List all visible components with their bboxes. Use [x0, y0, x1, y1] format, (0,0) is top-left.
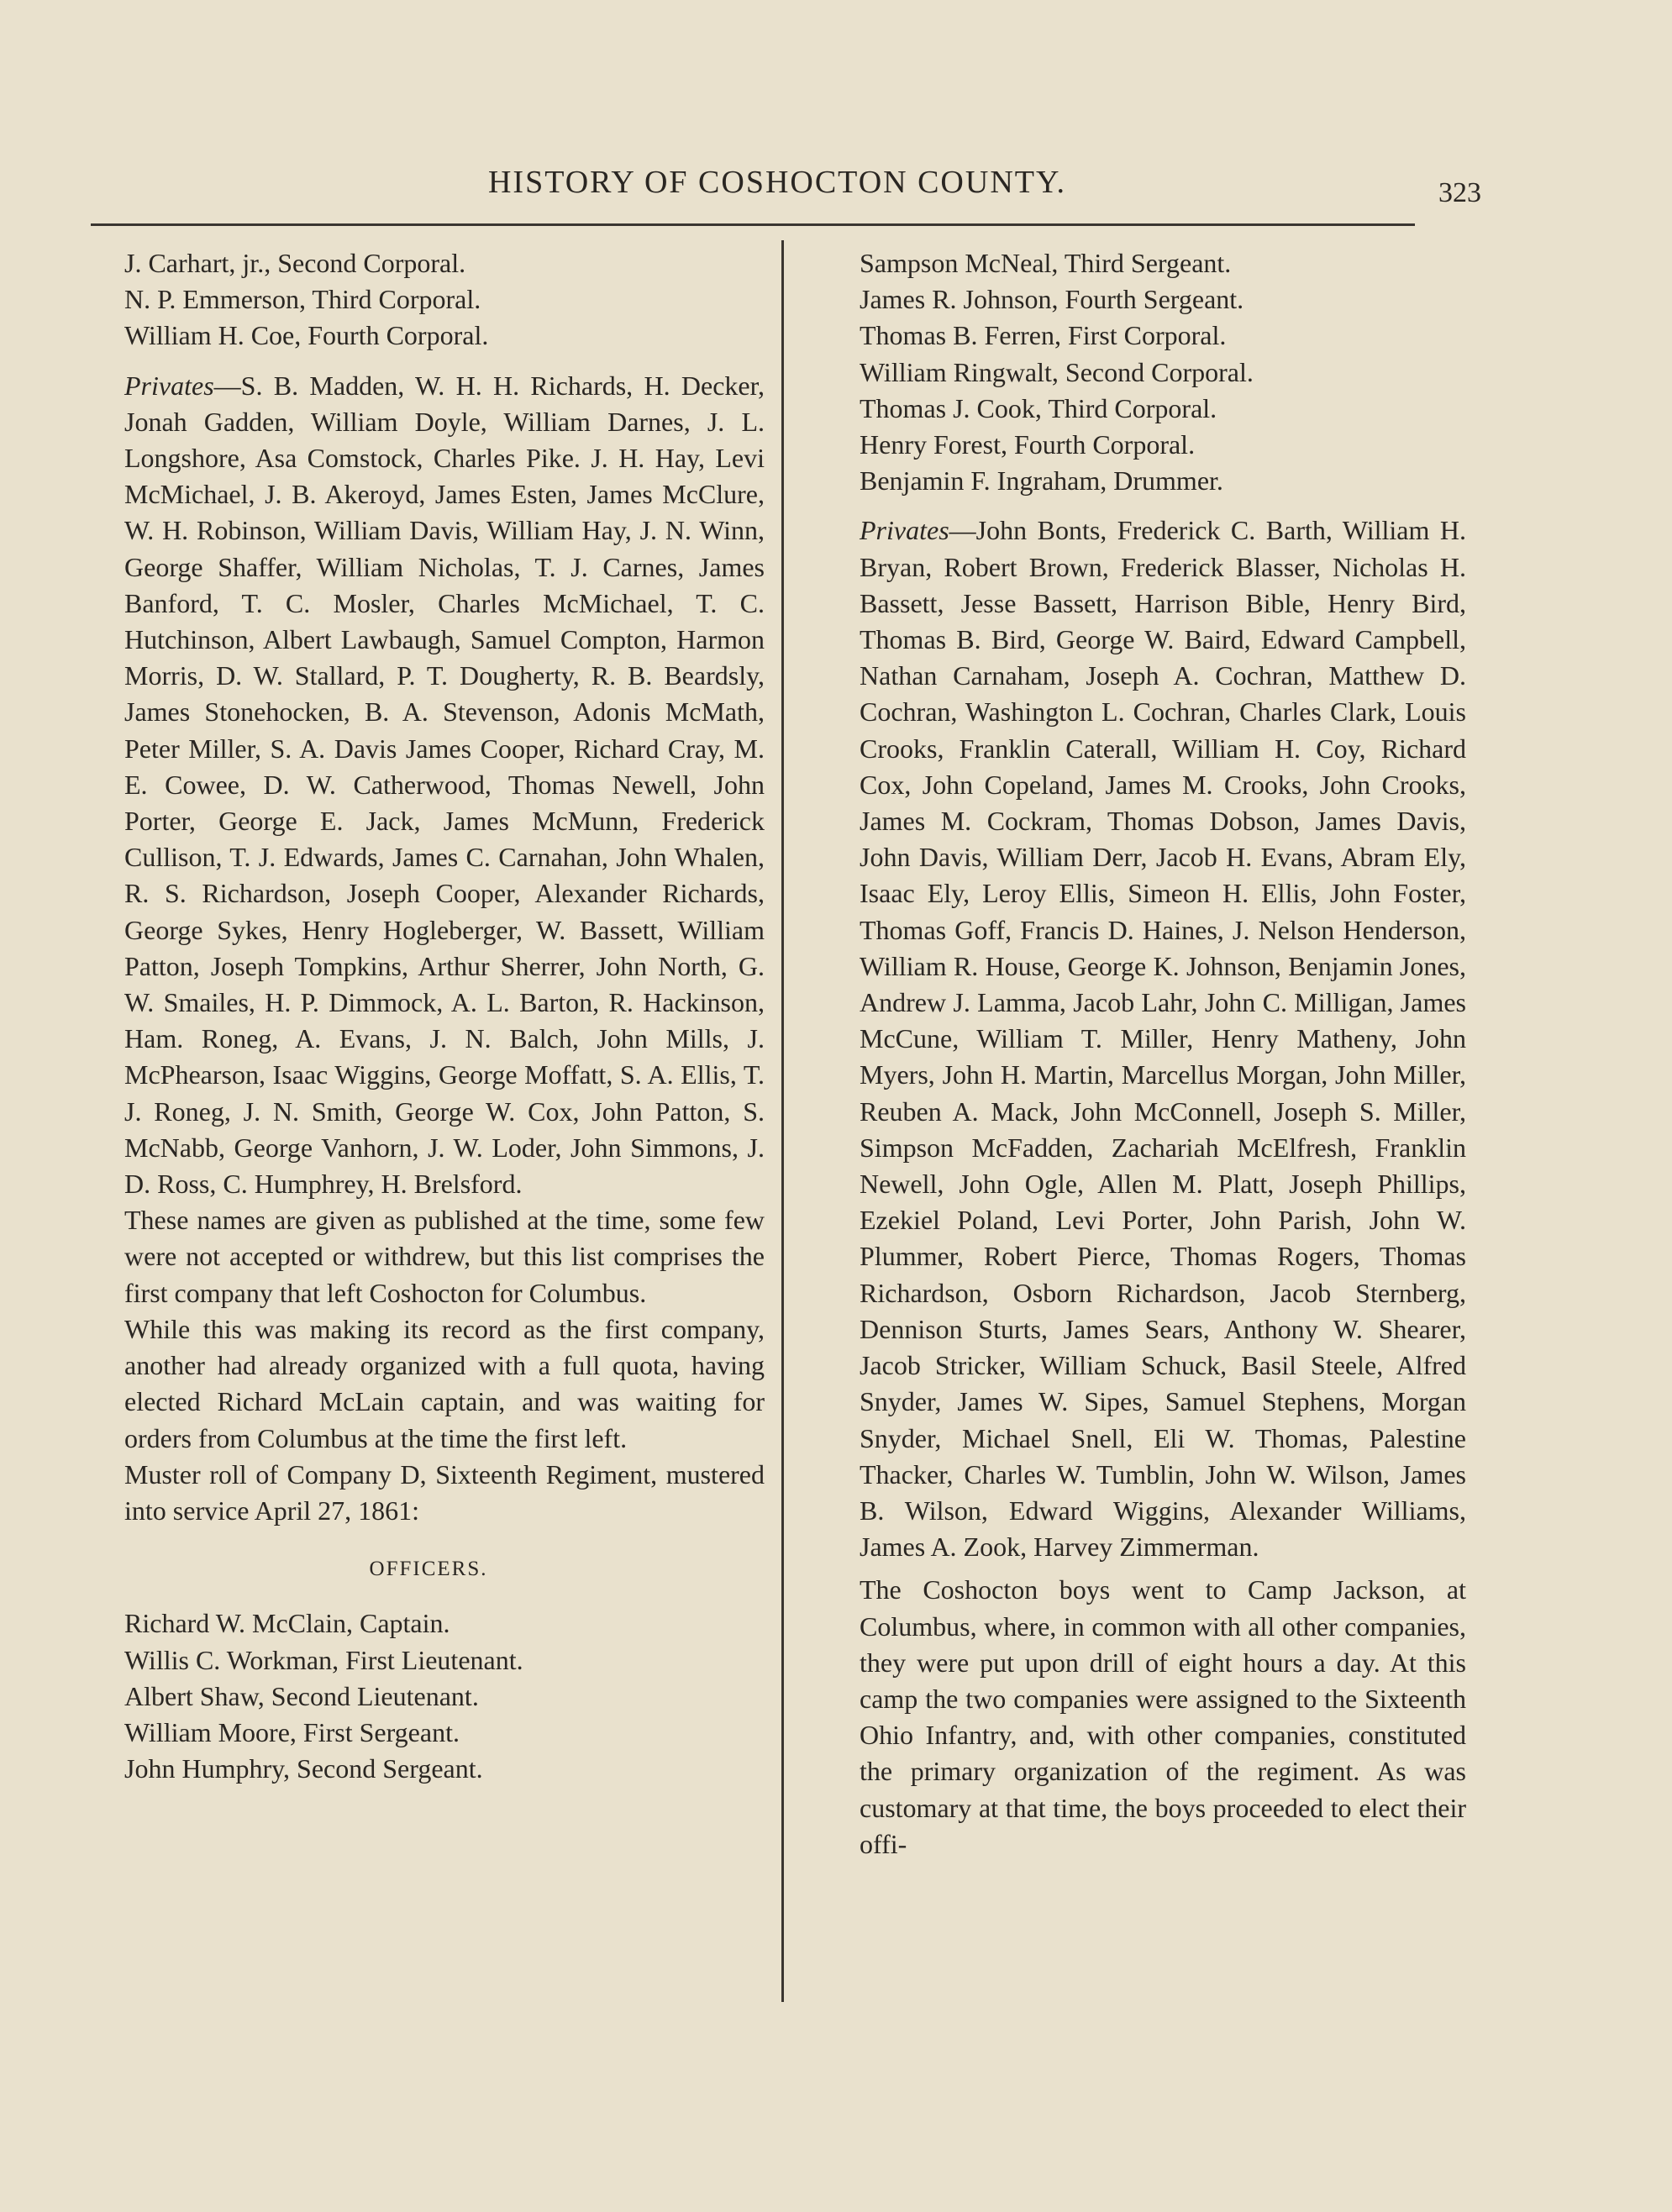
left-column [92, 245, 765, 1787]
privates-label: Privates [124, 370, 214, 401]
officer-line: William Moore, First Sergeant. [124, 1716, 460, 1747]
running-title: HISTORY OF COSHOCTON COUNTY. [487, 165, 1067, 200]
officer-line: John Humphry, Second Sergeant. [124, 1753, 483, 1784]
privates-paragraph [92, 368, 765, 1203]
officer-line: William H. Coe, Fourth Corporal. [124, 320, 489, 351]
camp-paragraph: The Coshocton boys went to Camp Jackson, at Columbus, where, in common with all other companies, they were put upon drill of eight hours a day. At this camp the two companies were assigned to the Sixteenth Ohio Infantry, and, with other companies, constituted the primary organization of the regiment. As was customary at that time, the boys proceeded to elect their offi- [860, 1574, 1466, 1859]
privates-names: —S. B. Madden, W. H. H. Richards, H. Decker, Jonah Gadden, William Doyle, William Darnes, J. L. Longshore, Asa Comstock, Charles Pike. J. H. Hay, Levi McMichael, J. B. Akeroyd, James Esten, James McClure, W. H. Robinson, William Davis, William Hay, J. N. Winn, George Shaffer, William Nicholas, T. J. Carnes, James Banford, T. C. Mosler, Charles McMichael, T. C. Hutchinson, Albert Lawbaugh, Samuel Compton, Harmon Morris, D. W. Stallard, P. T. Dougherty, R. B. Beardsly, James Stonehocken, B. A. Stevenson, Adonis McMath, Peter Miller, S. A. Davis James Cooper, Richard Cray, M. E. Cowee, D. W. Catherwood, Thomas Newell, John Porter, George E. Jack, James McMunn, Frederick Cullison, T. J. Edwards, James C. Carnahan, John Whalen, R. S. Richardson, Joseph Cooper, Alexander Richards, George Sykes, Henry Hogleberger, W. Bassett, William Patton, Joseph Tompkins, Arthur Sherrer, John North, G. W. Smailes, H. P. Dimmock, A. L. Barton, R. Hackinson, Ham. Roneg, A. Evans, J. N. Balch, John Mills, J. McPhearson, Isaac Wiggins, George Moffatt, S. A. Ellis, T. J. Roneg, J. N. Smith, George W. Cox, John Patton, S. McNabb, George Vanhorn, J. W. Loder, John Simmons, J. D. Ross, C. Humphrey, H. Brelsford. [124, 370, 765, 1200]
officer-line: Thomas J. Cook, Third Corporal. [860, 392, 1217, 423]
muster-paragraph: Muster roll of Company D, Sixteenth Regiment, mustered into service April 27, 1861: [124, 1458, 765, 1526]
page-number: 323 [1438, 177, 1481, 208]
page-header [0, 164, 1672, 214]
officers-heading: OFFICERS. [369, 1558, 488, 1581]
officer-line: Henry Forest, Fourth Corporal. [860, 429, 1196, 460]
right-column [828, 245, 1466, 1863]
privates-paragraph [828, 512, 1466, 1565]
while-paragraph: While this was making its record as the first company, another had already organized with a full quota, having elected Richard McLain captain, and was waiting for orders from Columbus at the time the first left. [124, 1313, 765, 1453]
privates-names: —John Bonts, Frederick C. Barth, William H. Bryan, Robert Brown, Frederick Blasser, Nicholas H. Bassett, Jesse Bassett, Harrison Bible, Henry Bird, Thomas B. Bird, George W. Baird, Edward Campbell, Nathan Carnaham, Joseph A. Cochran, Matthew D. Cochran, Washington L. Cochran, Charles Clark, Louis Crooks, Franklin Caterall, William H. Coy, Richard Cox, John Copeland, James M. Crooks, John Crooks, James M. Cockram, Thomas Dobson, James Davis, John Davis, William Derr, Jacob H. Evans, Abram Ely, Isaac Ely, Leroy Ellis, Simeon H. Ellis, John Foster, Thomas Goff, Francis D. Haines, J. Nelson Henderson, William R. House, George K. Johnson, Benjamin Jones, Andrew J. Lamma, Jacob Lahr, John C. Milligan, James McCune, William T. Miller, Henry Matheny, John Myers, John H. Martin, Marcellus Morgan, John Miller, Reuben A. Mack, John McConnell, Joseph S. Miller, Simpson McFadden, Zachariah McElfresh, Franklin Newell, John Ogle, Allen M. Platt, Joseph Phillips, Ezekiel Poland, Levi Porter, John Parish, John W. Plummer, Robert Pierce, Thomas Rogers, Thomas Richardson, Osborn Richardson, Jacob Sternberg, Dennison Sturts, James Sears, Anthony W. Shearer, Jacob Stricker, William Schuck, Basil Steele, Alfred Snyder, James W. Sipes, Samuel Stephens, Morgan Snyder, Michael Snell, Eli W. Thomas, Palestine Thacker, Charles W. Tumblin, John W. Wilson, James B. Wilson, Edward Wiggins, Alexander Williams, James A. Zook, Harvey Zimmerman. [860, 515, 1466, 1563]
names-note-paragraph: These names are given as published at the time, some few were not accepted or withdrew, but this list comprises the first company that left Coshocton for Columbus. [124, 1205, 765, 1308]
header-rule [91, 223, 1415, 226]
privates-label: Privates [860, 515, 949, 546]
officer-line: Thomas B. Ferren, First Corporal. [860, 320, 1227, 351]
officer-line: J. Carhart, jr., Second Corporal. [124, 248, 466, 278]
officer-line: Benjamin F. Ingraham, Drummer. [860, 465, 1223, 497]
officer-line: Albert Shaw, Second Lieutenant. [124, 1680, 479, 1711]
officer-line: N. P. Emmerson, Third Corporal. [124, 284, 481, 315]
officer-line: Richard W. McClain, Captain. [124, 1608, 450, 1639]
officer-line: Willis C. Workman, First Lieutenant. [124, 1644, 523, 1675]
column-divider [781, 240, 784, 2002]
officer-line: James R. Johnson, Fourth Sergeant. [860, 284, 1244, 315]
officer-line: Sampson McNeal, Third Sergeant. [860, 248, 1232, 278]
officer-line: William Ringwalt, Second Corporal. [860, 356, 1254, 387]
